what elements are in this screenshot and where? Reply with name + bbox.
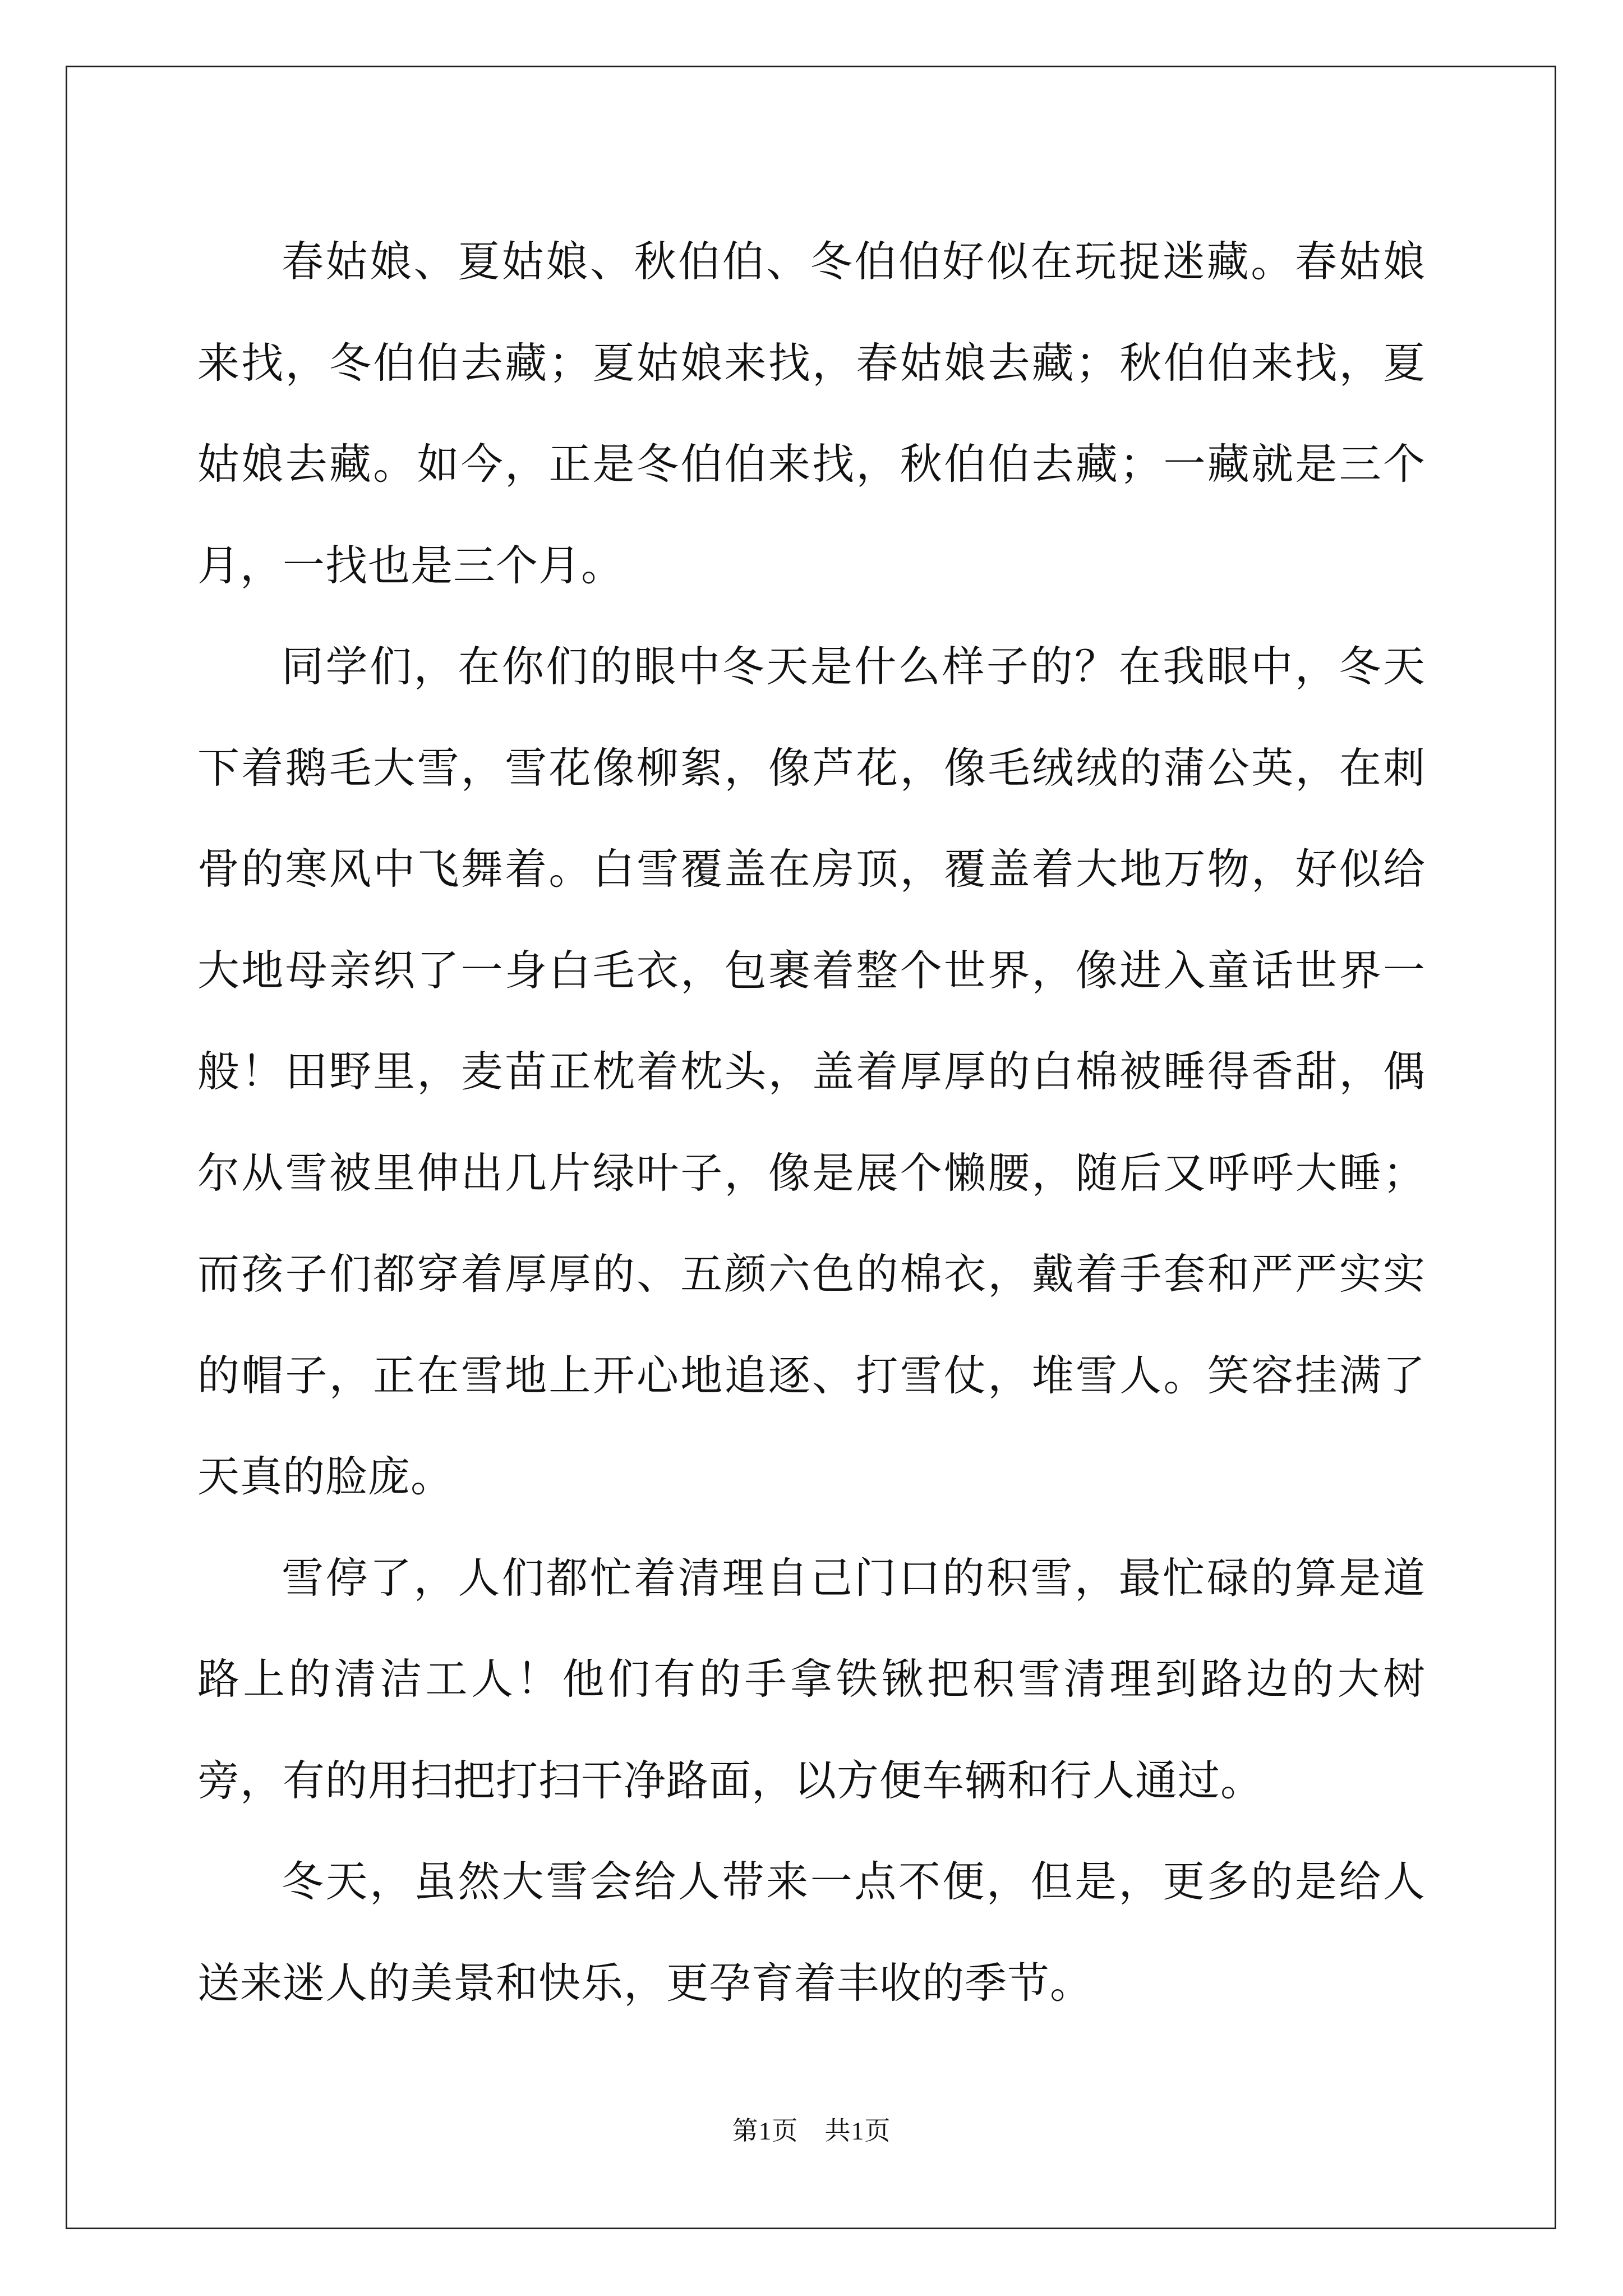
paragraph-4: 冬天，虽然大雪会给人带来一点不便，但是，更多的是给人送来迷人的美景和快乐，更孕育着丰收的季节。 [197, 1857, 1426, 2008]
page-number-footer: 第1页 共1页 [732, 2116, 891, 2145]
paragraph-2: 同学们，在你们的眼中冬天是什么样子的？在我眼中，冬天下着鹅毛大雪，雪花像柳絮，像芦花，像毛绒绒的蒲公英，在刺骨的寒风中飞舞着。白雪覆盖在房顶，覆盖着大地万物，好似给大地母亲织了一身白毛衣，包裹着整个世界，像进入童话世界一般！田野里，麦苗正枕着枕头，盖着厚厚的白棉被睡得香甜，偶尔从雪被里伸出几片绿叶子，像是展个懒腰，随后又呼呼大睡；而孩子们都穿着厚厚的、五颜六色的棉衣，戴着手套和严严实实的帽子，正在雪地上开心地追逐、打雪仗，堆雪人。笑容挂满了天真的脸庞。 [197, 642, 1426, 1501]
paragraph-3: 雪停了，人们都忙着清理自己门口的积雪，最忙碌的算是道路上的清洁工人！他们有的手拿铁锹把积雪清理到路边的大树旁，有的用扫把打扫干净路面，以方便车辆和行人通过。 [197, 1553, 1426, 1805]
document-body [197, 211, 1426, 2033]
paragraph-1: 春姑娘、夏姑娘、秋伯伯、冬伯伯好似在玩捉迷藏。春姑娘来找，冬伯伯去藏；夏姑娘来找，春姑娘去藏；秋伯伯来找，夏姑娘去藏。如今，正是冬伯伯来找，秋伯伯去藏；一藏就是三个月，一找也是三个月。 [197, 237, 1426, 590]
